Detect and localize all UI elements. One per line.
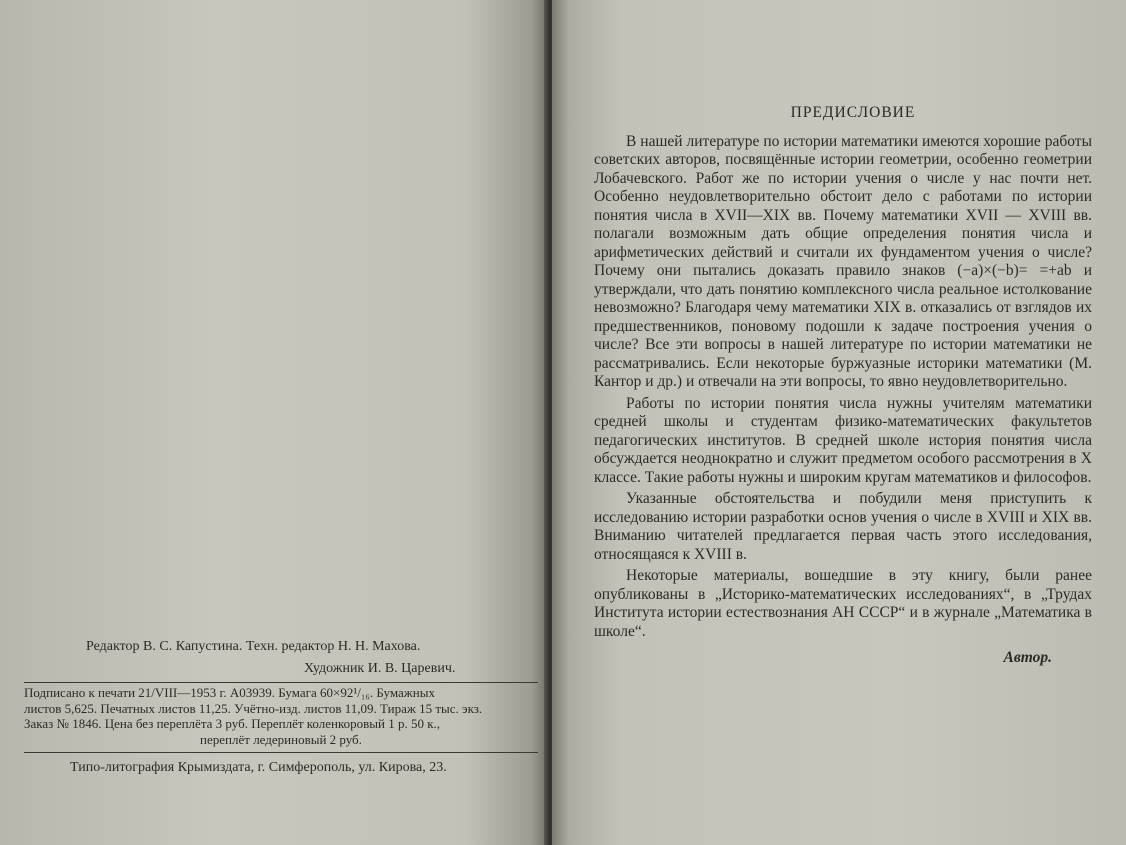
preface-paragraph: Некоторые материалы, вошедшие в эту книгу, были ранее опубликованы в „Историко-математических исследованиях“, в „Трудах Института истории естествознания АН СССР“ и в журнале „Математика в школе“. bbox=[594, 567, 1092, 640]
right-page bbox=[552, 0, 1126, 845]
preface-section bbox=[594, 104, 1092, 668]
preface-author: Автор. bbox=[1003, 649, 1052, 666]
preface-title: ПРЕДИСЛОВИЕ bbox=[790, 104, 916, 121]
imprint-rule-bottom bbox=[24, 752, 538, 753]
editors-credits bbox=[86, 636, 506, 680]
imprint-line: Заказ № 1846. Цена без переплёта 3 руб. Переплёт коленкоровый 1 р. 50 к., bbox=[24, 716, 441, 731]
imprint-rule-top bbox=[24, 682, 538, 683]
imprint-line: Подписано к печати 21/VIII—1953 г. А03939. Бумага 60×92¹/₁₆. Бумажных bbox=[24, 685, 435, 700]
imprint-line: листов 5,625. Печатных листов 11,25. Учётно-изд. листов 11,09. Тираж 15 тыс. экз. bbox=[24, 700, 483, 716]
preface-paragraph: Указанные обстоятельства и побудили меня приступить к исследованию истории разработки основ учения о числе в XVIII и XIX вв. Вниманию читателей предлагается первая часть этого исследования, относящаяся к XVIII в. bbox=[594, 490, 1092, 563]
preface-paragraph: В нашей литературе по истории математики имеются хорошие работы советских авторов, посвящённые истории геометрии, особенно геометрии Лобачевского. Работ же по истории учения о числе у нас почти нет. Особенно неудовлетворительно обстоит дело с работами по истории понятия числа в XVII—XIX вв. Почему математики XVII — XVIII вв. полагали возможным дать общие определения понятия числа и арифметических действий и считали их фундаментом учения о числе? Почему они пытались доказать правило знаков (−a)×(−b)= =+ab и утверждали, что дать понятию комплексного числа реальное истолкование невозможно? Благодаря чему математики XIX в. отказались от взглядов их предшественников, поновому подошли к задаче построения учения о числе? Все эти вопросы в нашей литературе по истории математики не рассматривались. Если некоторые буржуазные историки математики (М. Кантор и др.) и отвечали на эти вопросы, то явно неудовлетворительно. bbox=[594, 132, 1092, 390]
left-page bbox=[0, 0, 548, 845]
editors-line: Редактор В. С. Капустина. Техн. редактор Н. Н. Махова. bbox=[86, 639, 421, 654]
printer-line: Типо-литография Крымиздата, г. Симферополь, ул. Кирова, 23. bbox=[70, 760, 447, 775]
imprint-line: переплёт ледериновый 2 руб. bbox=[200, 731, 362, 747]
artist-line: Художник И. В. Царевич. bbox=[304, 661, 456, 676]
preface-paragraph: Работы по истории понятия числа нужны учителям математики средней школы и студентам физико-математических факультетов педагогических институтов. В средней школе история понятия числа обсуждается неоднократно и служит предметом особого рассмотрения в X классе. Такие работы нужны и широким кругам математиков и философов. bbox=[594, 394, 1092, 486]
imprint-block bbox=[24, 685, 538, 747]
